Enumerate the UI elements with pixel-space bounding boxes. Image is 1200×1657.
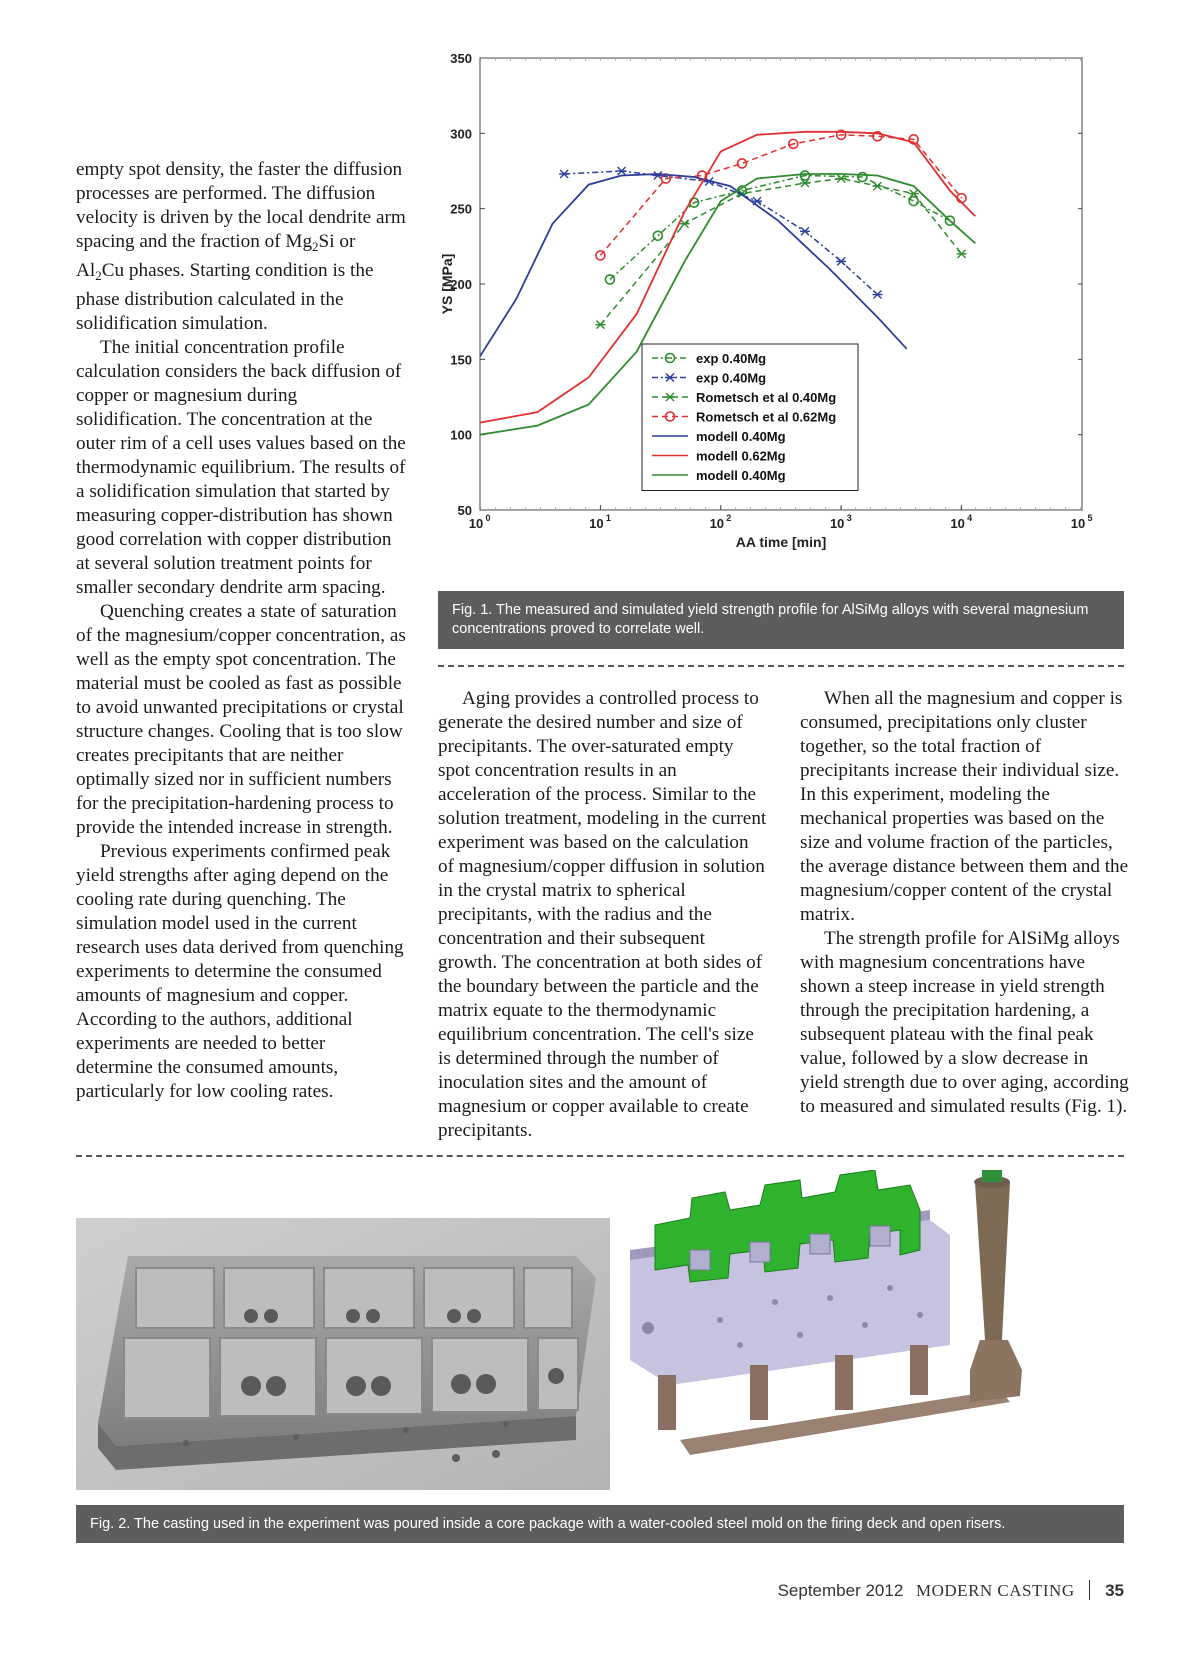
x-tick-exponent: 1	[605, 513, 611, 523]
yield-strength-chart	[438, 44, 1124, 589]
figure-1-caption: Fig. 1. The measured and simulated yield strength profile for AlSiMg alloys with several magnesium concentrations proved to correlate well.	[438, 591, 1124, 649]
paragraph: Quenching creates a state of saturation of the magnesium/copper concentration, as well as the empty spot concentration. The material must be cooled as fast as possible to avoid unwanted precipitations or crystal structure changes. Cooling that is too slow creates precipitants that are neither optimally sized nor in sufficient numbers for the precipitation-hardening process to provide the intended increase in strength.	[76, 601, 406, 838]
paragraph: The strength profile for AlSiMg alloys with magnesium concentrations have shown a steep increase in yield strength through the precipitation hardening, a subsequent plateau with the final peak value, followed by a slow decrease in yield strength due to over aging, according to measured and simulated results (Fig. 1).	[800, 928, 1129, 1117]
y-tick-label: 300	[450, 126, 472, 142]
x-axis-label: AA time [min]	[735, 534, 827, 550]
figure-2-caption: Fig. 2. The casting used in the experiment was poured inside a core package with a water-cooled steel mold on the firing deck and open risers.	[76, 1505, 1124, 1543]
x-tick-label: 10	[589, 516, 604, 531]
x-tick-label: 10	[709, 516, 725, 531]
x-tick-exponent: 0	[485, 513, 491, 523]
x-tick-label: 10	[829, 516, 845, 531]
core-package-render	[630, 1170, 1124, 1500]
article-column-middle	[438, 687, 768, 1143]
y-axis-label: YS [MPa]	[439, 253, 455, 315]
x-tick-exponent: 2	[726, 513, 732, 523]
y-tick-label: 250	[450, 201, 472, 217]
legend-label: modell 0.40Mg	[696, 468, 786, 483]
legend-label: Rometsch et al 0.62Mg	[696, 409, 837, 425]
divider	[438, 665, 1124, 667]
magazine-name: MODERN CASTING	[916, 1581, 1075, 1600]
y-tick-label: 200	[450, 277, 472, 292]
x-tick-label: 10	[950, 516, 965, 531]
x-tick-exponent: 4	[967, 513, 973, 523]
paragraph: When all the magnesium and copper is consumed, precipitations only cluster together, so the total fraction of precipitants increase their individual size. In this experiment, modeling the mechanical properties was based on the size and volume fraction of the particles, the average distance between them and the magnesium/copper content of the crystal matrix.	[800, 688, 1129, 925]
legend-label: modell 0.40Mg	[696, 429, 786, 444]
x-tick-exponent: 5	[1087, 513, 1093, 523]
x-tick-exponent: 3	[846, 513, 852, 523]
issue-date: September 2012	[777, 1581, 904, 1600]
article-column-left	[76, 158, 406, 1104]
y-tick-label: 350	[450, 51, 472, 66]
page-footer	[778, 1580, 1124, 1601]
paragraph: The initial concentration profile calculation considers the back diffusion of copper or magnesium during solidification. The concentration at the outer rim of a cell uses values based on the thermodynamic equilibrium. The results of a solidification simulation that started by measuring copper-distribution has shown good correlation with copper distribution at several solution treatment points for smaller secondary dendrite arm spacing.	[76, 337, 406, 598]
x-tick-label: 10	[468, 516, 484, 531]
legend-label: modell 0.62Mg	[696, 448, 786, 464]
chart-svg	[438, 44, 1124, 589]
legend-label: Rometsch et al 0.40Mg	[696, 390, 837, 405]
y-tick-label: 100	[450, 427, 472, 443]
footer-separator	[1089, 1580, 1090, 1600]
x-tick-label: 10	[1070, 516, 1086, 531]
casting-photo	[76, 1218, 610, 1490]
paragraph: empty spot density, the faster the diffusion processes are performed. The diffusion velocity is driven by the local dendrite arm spacing and the fraction of $Mg_2Si$ or $Al_2Cu$ phases. Starting condition is the phase distribution calculated in the solidification simulation.	[76, 159, 406, 334]
article-column-right	[800, 687, 1130, 1119]
legend-label: exp 0.40Mg	[696, 351, 767, 366]
page-number: 35	[1105, 1581, 1124, 1600]
y-tick-label: 50	[457, 503, 472, 518]
y-tick-label: 150	[450, 352, 472, 368]
paragraph: Previous experiments confirmed peak yield strengths after aging depend on the cooling rate during quenching. The simulation model used in the current research uses data derived from quenching experiments to determine the consumed amounts of magnesium and copper. According to the authors, additional experiments are needed to better determine the consumed amounts, particularly for low cooling rates.	[76, 841, 404, 1102]
paragraph: Aging provides a controlled process to generate the desired number and size of precipitants. The over-saturated empty spot concentration results in an acceleration of the process. Similar to the solution treatment, modeling in the current experiment was based on the calculation of magnesium/copper diffusion in solution in the crystal matrix to spherical precipitants, with the radius and the concentration and their subsequent growth. The concentration at both sides of the boundary between the particle and the matrix equate to the thermodynamic equilibrium concentration. The cell's size is determined through the number of inoculation sites and the amount of magnesium or copper available to create precipitants.	[438, 688, 767, 1141]
legend-label: exp 0.40Mg	[696, 370, 767, 386]
divider	[76, 1155, 1124, 1157]
